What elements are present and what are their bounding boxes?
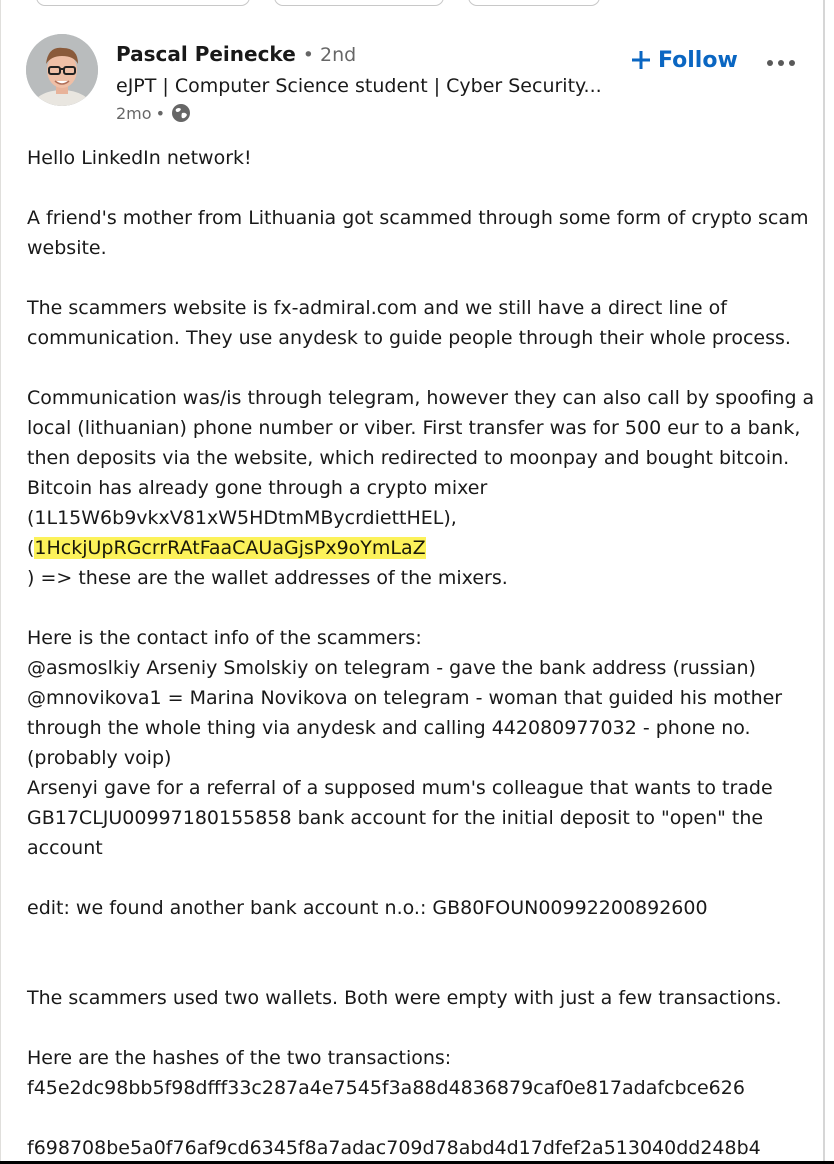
post-line — [27, 593, 817, 623]
post-line: local (lithuanian) phone number or viber. First transfer was for 500 eur to a bank, — [27, 417, 801, 439]
post-line: (probably voip) — [27, 747, 172, 769]
ellipsis-dot — [789, 60, 795, 66]
post-line: communication. They use anydesk to guide people through their whole process. — [27, 327, 791, 349]
post-time: 2mo — [116, 103, 152, 123]
ellipsis-dot — [767, 60, 773, 66]
post-line — [27, 173, 817, 203]
post-line: ) => these are the wallet addresses of the mixers. — [27, 567, 508, 589]
post-line: account — [27, 837, 103, 859]
post-line: The scammers website is fx-admiral.com and we still have a direct line of — [27, 297, 727, 319]
post-line: @asmoslkiy Arseniy Smolskiy on telegram - gave the bank address (russian) — [27, 657, 756, 679]
post-line — [27, 923, 817, 953]
post-line: The scammers used two wallets. Both were empty with just a few transactions. — [27, 987, 782, 1009]
post-line: Bitcoin has already gone through a crypto mixer — [27, 477, 488, 499]
author-avatar[interactable] — [26, 34, 98, 106]
post-line: A friend's mother from Lithuania got scammed through some form of crypto scam — [27, 207, 809, 229]
post-line: f45e2dc98bb5f98dfff33c287a4e7545f3a88d4836879caf0e817adafcbce626 — [27, 1077, 745, 1099]
top-filter-pill-3[interactable] — [468, 0, 600, 6]
post-line: @mnovikova1 = Marina Novikova on telegram - woman that guided his mother — [27, 687, 783, 709]
top-filter-pill-2[interactable] — [274, 0, 444, 6]
post-line-highlight — [27, 533, 817, 563]
post-body — [27, 143, 817, 1163]
plus-icon — [630, 49, 652, 71]
follow-label: Follow — [658, 47, 738, 73]
post-line: Here are the hashes of the two transactions: — [27, 1047, 452, 1069]
post-line — [27, 353, 817, 383]
post-line: f698708be5a0f76af9cd6345f8a7adac709d78abd4d17dfef2a513040dd248b4 — [27, 1137, 761, 1159]
post-line: Here is the contact info of the scammers: — [27, 627, 422, 649]
ellipsis-icon[interactable] — [762, 50, 800, 76]
ellipsis-dot — [778, 60, 784, 66]
post-line — [27, 953, 817, 983]
post-line: GB17CLJU00997180155858 bank account for the initial deposit to "open" the — [27, 807, 764, 829]
card-right-border — [823, 0, 825, 1164]
post-line: (1L15W6b9vkxV81xW5HDtmMBycrdiettHEL), — [27, 507, 457, 529]
author-name-text[interactable]: Pascal Peinecke — [116, 42, 296, 66]
card-left-border — [0, 0, 1, 1164]
post-line — [27, 863, 817, 893]
post-meta — [116, 103, 191, 123]
author-headline: eJPT | Computer Science student | Cyber Security... — [116, 75, 602, 97]
post-line — [27, 1013, 817, 1043]
post-line — [27, 263, 817, 293]
globe-icon — [171, 103, 191, 123]
post-line: website. — [27, 237, 107, 259]
post-line: then deposits via the website, which redirected to moonpay and bought bitcoin. — [27, 447, 790, 469]
post-line — [27, 1103, 817, 1133]
post-line: through the whole thing via anydesk and calling 442080977032 - phone no. — [27, 717, 751, 739]
connection-degree: • 2nd — [302, 44, 357, 66]
meta-separator: • — [155, 103, 165, 123]
post-line: Hello LinkedIn network! — [27, 147, 252, 169]
author-name[interactable] — [116, 42, 356, 66]
post-line: Arsenyi gave for a referral of a supposed mum's colleague that wants to trade — [27, 777, 773, 799]
post-line: edit: we found another bank account n.o.: GB80FOUN00992200892600 — [27, 897, 708, 919]
highlighted-wallet-address[interactable]: 1HckjUpRGcrrRAtFaaCAUaGjsPx9oYmLaZ — [34, 537, 426, 559]
post-line: Communication was/is through telegram, however they can also call by spoofing a — [27, 387, 815, 409]
follow-button[interactable] — [626, 44, 742, 76]
top-filter-pill-1[interactable] — [36, 0, 250, 6]
avatar-portrait-icon — [26, 34, 98, 106]
paren-open: ( — [27, 537, 35, 559]
